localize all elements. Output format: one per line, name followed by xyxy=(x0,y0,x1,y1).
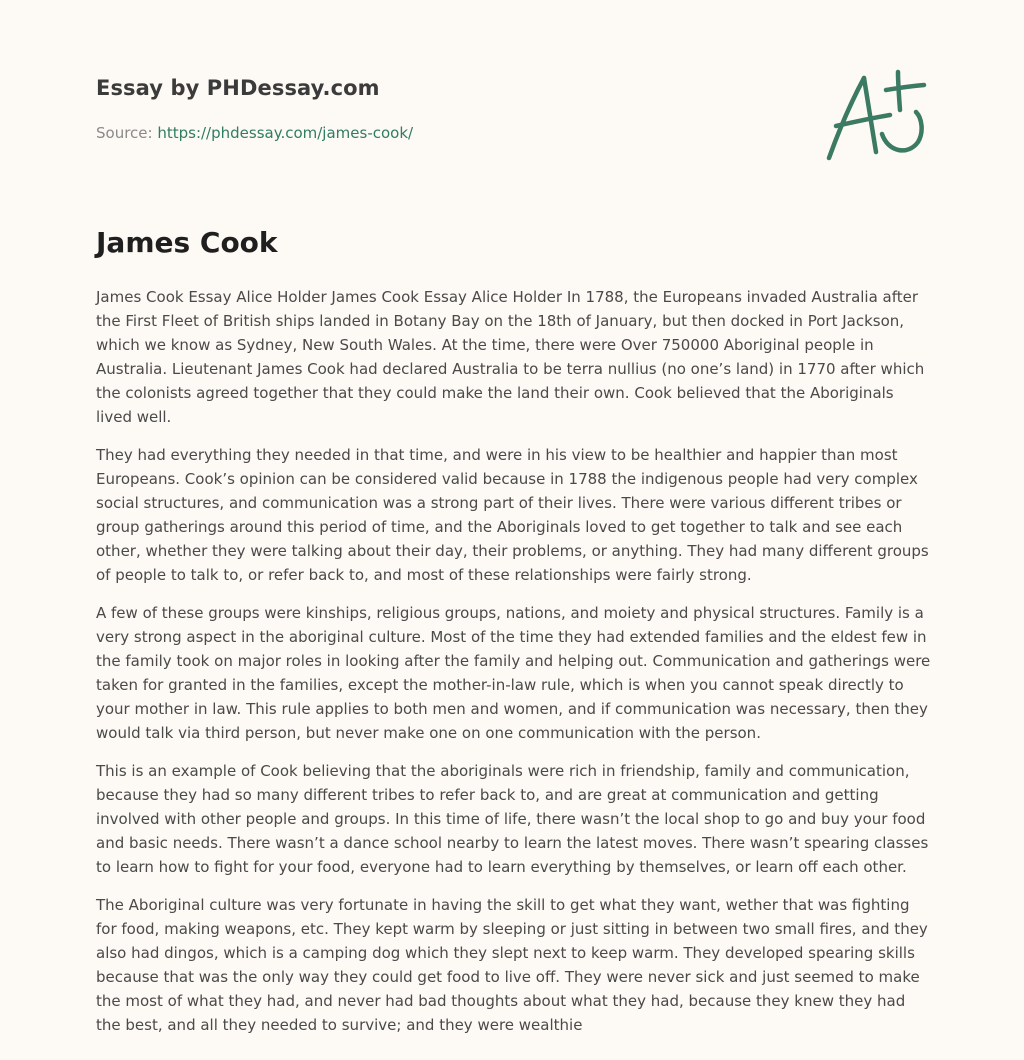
essay-paragraph: James Cook Essay Alice Holder James Cook Essay Alice Holder In 1788, the Europeans invaded Australia after the First Fleet of British ships landed in Botany Bay on the 18th of January, but then docked in Port Jackson, which we know as Sydney, New South Wales. At the time, there were Over 750000 Aboriginal people in Australia. Lieutenant James Cook had declared Australia to be terra nullius (no one’s land) in 1770 after which the colonists agreed together that they could make the land their own. Cook believed that the Aboriginals lived well. xyxy=(96,288,925,426)
source-line xyxy=(96,124,413,142)
essay-paragraph: The Aboriginal culture was very fortunate in having the skill to get what they want, wether that was fighting for food, making weapons, etc. They kept warm by sleeping or just sitting in between two small fires, and they also had dingos, which is a camping dog which they slept next to keep warm. They developed spearing skills because that was the only way they could get food to live off. They were never sick and just seemed to make the most of what they had, and never had bad thoughts about what they had, because they knew they had the best, and all they needed to survive; and they were wealthie xyxy=(96,896,928,1034)
essay-paragraph: They had everything they needed in that time, and were in his view to be healthier and happier than most Europeans. Cook’s opinion can be considered valid because in 1788 the indigenous people had very complex social structures, and communication was a strong part of their lives. There were various different tribes or group gatherings around this period of time, and the Aboriginals loved to get together to talk and see each other, whether they were talking about their day, their problems, or anything. They had many different groups of people to talk to, or refer back to, and most of these relationships were fairly strong. xyxy=(96,446,929,584)
site-title: Essay by PHDessay.com xyxy=(96,76,380,100)
essay-body xyxy=(96,285,932,1051)
essay-title: James Cook xyxy=(96,226,278,259)
essay-paragraph: This is an example of Cook believing that the aboriginals were rich in friendship, family and communication, because they had so many different tribes to refer back to, and are great at communication and getting involved with other people and groups. In this time of life, there wasn’t the local shop to go and buy your food and basic needs. There wasn’t a dance school nearby to learn the latest moves. There wasn’t spearing classes to learn how to fight for your food, everyone had to learn everything by themselves, or learn off each other. xyxy=(96,762,929,876)
source-link[interactable]: https://phdessay.com/james-cook/ xyxy=(157,124,414,142)
a-plus-logo-icon xyxy=(824,68,928,164)
source-label: Source: xyxy=(96,124,158,142)
essay-paragraph: A few of these groups were kinships, religious groups, nations, and moiety and physical structures. Family is a very strong aspect in the aboriginal culture. Most of the time they had extended families and the eldest few in the family took on major roles in looking after the family and helping out. Communication and gatherings were taken for granted in the families, except the mother-in-law rule, which is when you cannot speak directly to your mother in law. This rule applies to both men and women, and if communication was necessary, then they would talk via third person, but never make one on one communication with the person. xyxy=(96,604,931,742)
